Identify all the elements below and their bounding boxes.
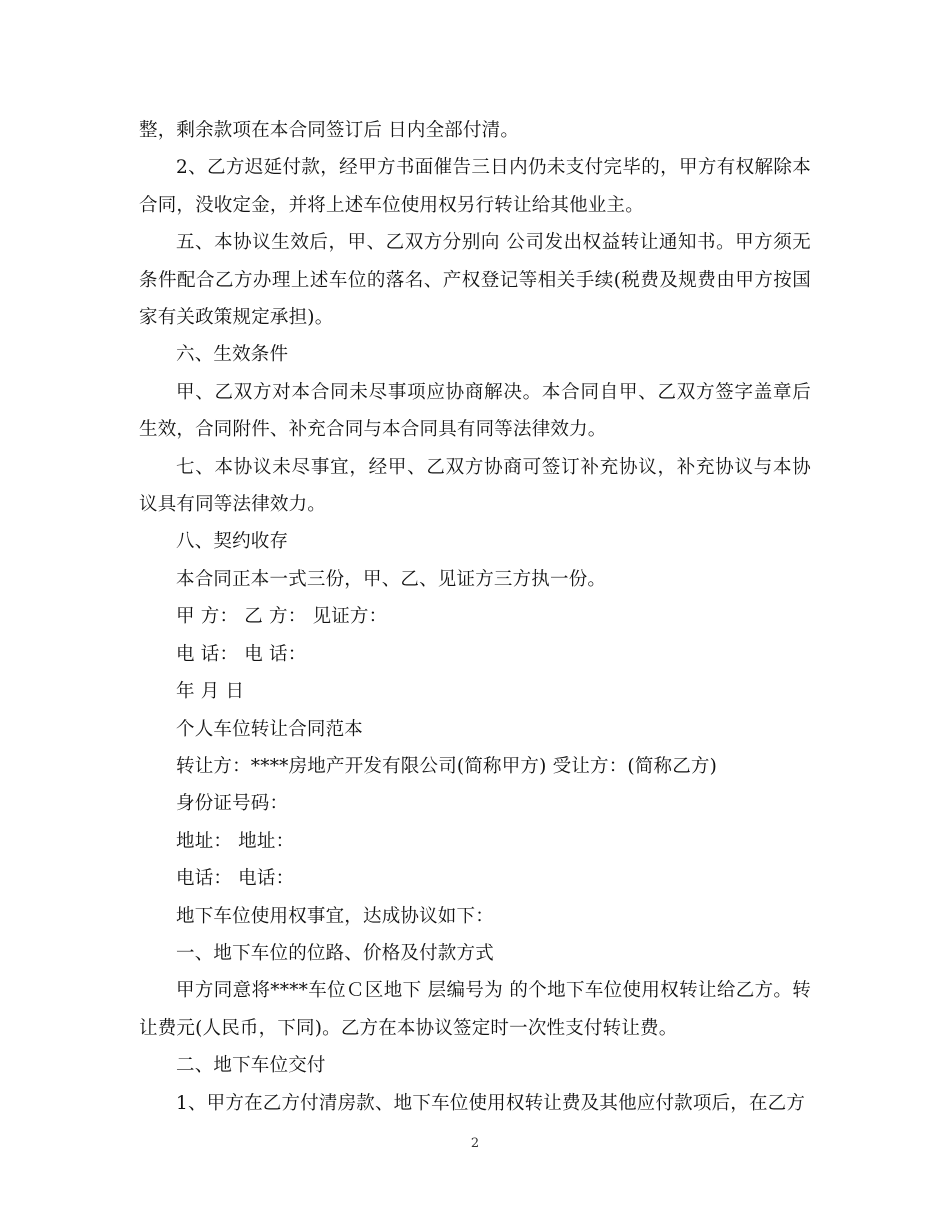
section-heading-contract-storage: 八、契约收存 [176, 531, 289, 553]
page-number: 2 [470, 1136, 480, 1151]
id-number-line: 身份证号码： [176, 793, 289, 815]
paragraph-1: 整，剩余款项在本合同签订后 日内全部付清。 [139, 120, 520, 141]
signature-parties-line: 甲 方： 乙 方： 见证方： [176, 606, 388, 628]
contract-title: 个人车位转让合同范本 [176, 718, 364, 740]
paragraph-5: 甲、乙双方对本合同未尽事项应协商解决。本合同自甲、乙双方签字盖章后生效，合同附件、补充合同与本合同具有同等法律效力。 [139, 381, 811, 441]
agreement-intro: 地下车位使用权事宜，达成协议如下： [176, 905, 494, 927]
parties-line: 转让方：****房地产开发有限公司(简称甲方) 受让方：(简称乙方) [176, 755, 718, 777]
paragraph-2: 2、乙方迟延付款，经甲方书面催告三日内仍未支付完毕的，甲方有权解除本合同，没收定金，并将上述车位使用权另行转让给其他业主。 [139, 157, 811, 216]
paragraph-21: 1、甲方在乙方付清房款、地下车位使用权转让费及其他应付款项后，在乙方 [176, 1092, 806, 1114]
paragraph-3: 五、本协议生效后，甲、乙双方分别向 公司发出权益转让通知书。甲方须无条件配合乙方办理上述车位的落名、产权登记等相关手续(税费及规费由甲方按国家有关政策规定承担)。 [139, 232, 811, 329]
paragraph-8: 本合同正本一式三份，甲、乙、见证方三方执一份。 [176, 568, 607, 590]
paragraph-6: 七、本协议未尽事宜，经甲、乙双方协商可签订补充协议，补充协议与本协议具有同等法律效力。 [139, 456, 811, 516]
document-body [139, 112, 811, 1122]
phone-line: 电 话： 电 话： [176, 643, 307, 665]
paragraph-19: 甲方同意将****车位Ｃ区地下 层编号为 的个地下车位使用权转让给乙方。转让费元(人民币，下同)。乙方在本协议签定时一次性支付转让费。 [139, 980, 811, 1039]
telephone-line: 电话： 电话： [176, 868, 295, 890]
section-heading-location-price: 一、地下车位的位路、价格及付款方式 [176, 942, 494, 964]
address-line: 地址： 地址： [176, 830, 295, 852]
section-heading-effective-conditions: 六、生效条件 [176, 344, 289, 366]
date-line: 年 月 日 [176, 681, 245, 703]
section-heading-delivery: 二、地下车位交付 [176, 1055, 326, 1077]
